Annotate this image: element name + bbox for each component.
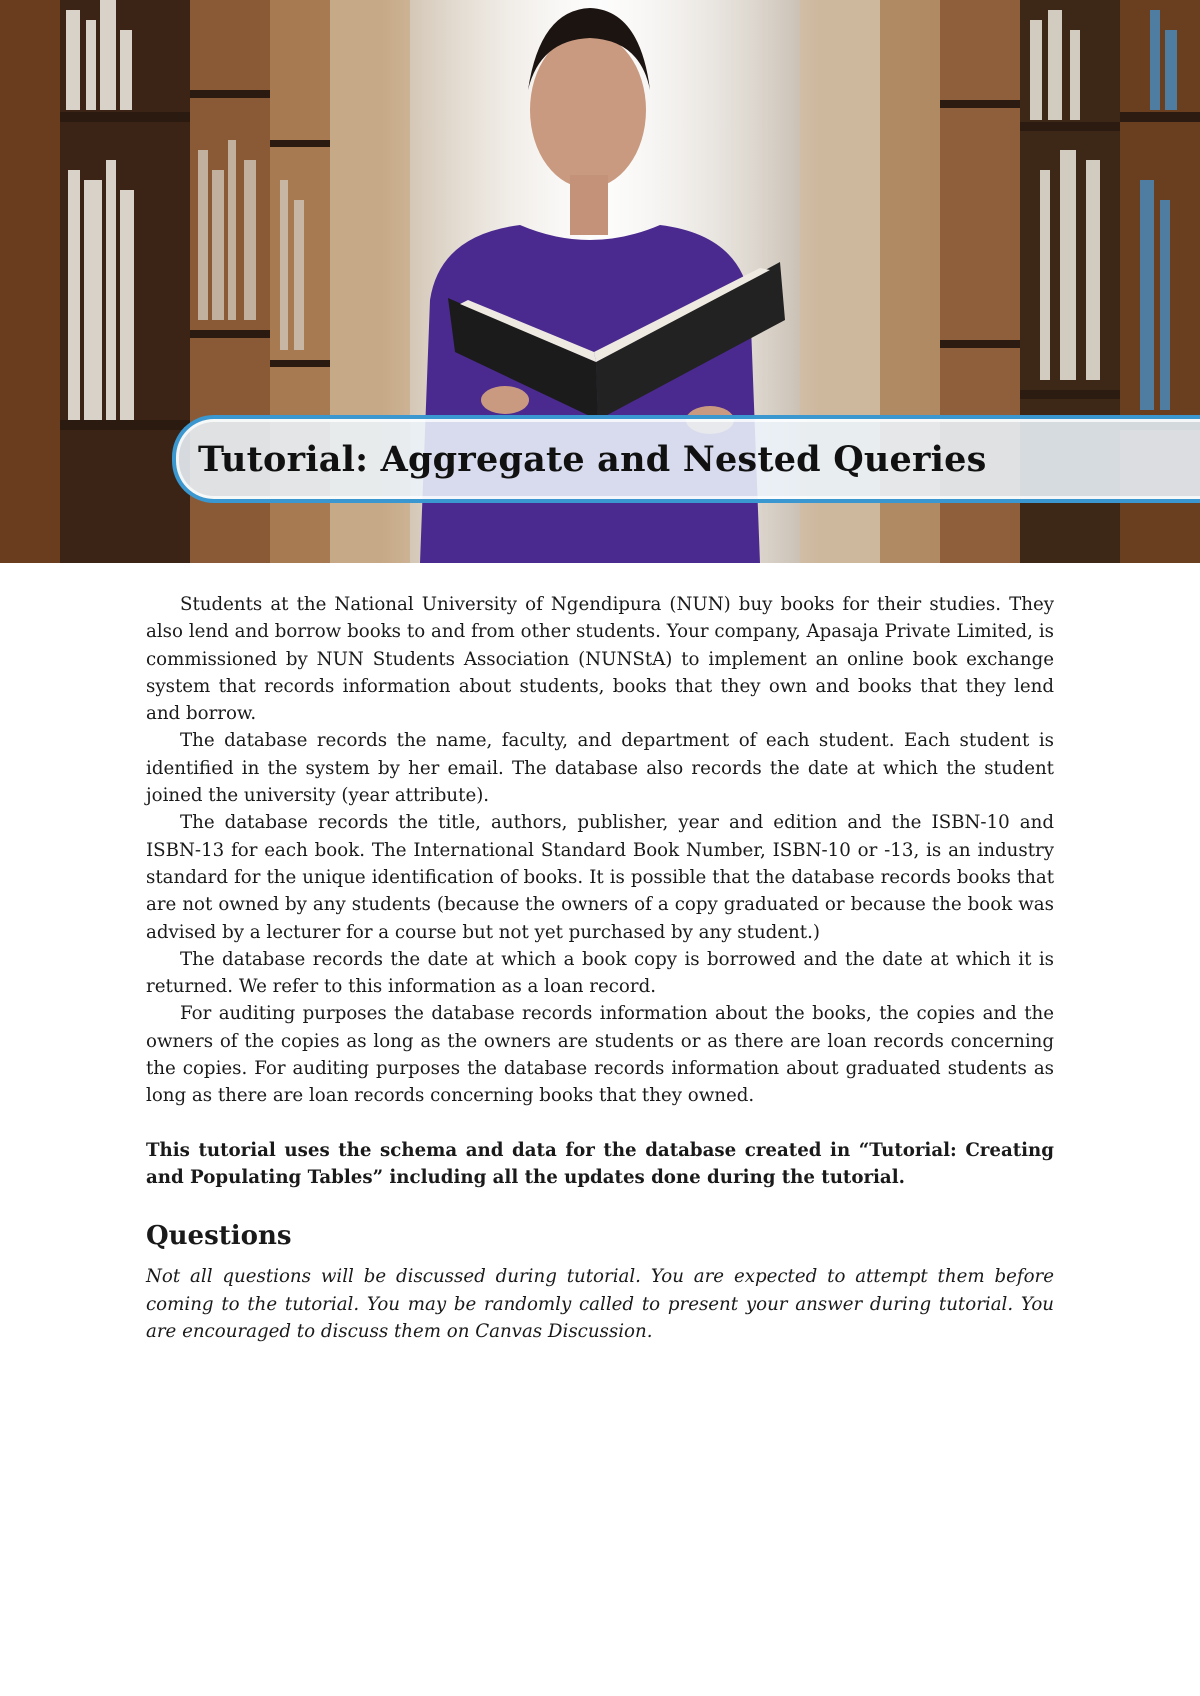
questions-instructions: Not all questions will be discussed during tutorial. You are expected to attempt them before coming to the tutorial. You may be randomly called to present your answer during tutorial. You are encouraged to discuss them on Canvas Discussion. [146,1266,1054,1342]
title-banner [172,415,1200,503]
schema-note: This tutorial uses the schema and data for the database created in “Tutorial: Creating and Populating Tables” including all the updates done during the tutorial. [146,1139,1054,1188]
paragraph: The database records the name, faculty, and department of each student. Each student is identified in the system by her email. The database also records the date at which the student joined the university (year attribute). [146,730,1054,807]
paragraph: The database records the date at which a book copy is borrowed and the date at which it is returned. We refer to this information as a loan record. [146,948,1054,998]
page-title: Tutorial: Aggregate and Nested Queries [198,438,987,480]
paragraph: For auditing purposes the database records information about the books, the copies and the owners of the copies as long as the owners are students or as there are loan records concerning the copies. For auditing purposes the database records information about graduated students as long as there are loan records concerning books that they owned. [146,1003,1054,1107]
questions-heading: Questions [146,1221,292,1252]
header-photo [0,0,1200,563]
paragraph: The database records the title, authors, publisher, year and edition and the ISBN-10 and ISBN-13 for each book. The International Standard Book Number, ISBN-10 or -13, is an industry standard for the unique identification of books. It is possible that the database records books that are not owned by any students (because the owners of a copy graduated or because the book was advised by a lecturer for a course but not yet purchased by any student.) [146,812,1054,943]
document-body [146,591,1054,1345]
paragraph: Students at the National University of Ngendipura (NUN) buy books for their studies. They also lend and borrow books to and from other students. Your company, Apasaja Private Limited, is commissioned by NUN Students Association (NUNStA) to implement an online book exchange system that records information about students, books that they own and books that they lend and borrow. [146,594,1054,725]
